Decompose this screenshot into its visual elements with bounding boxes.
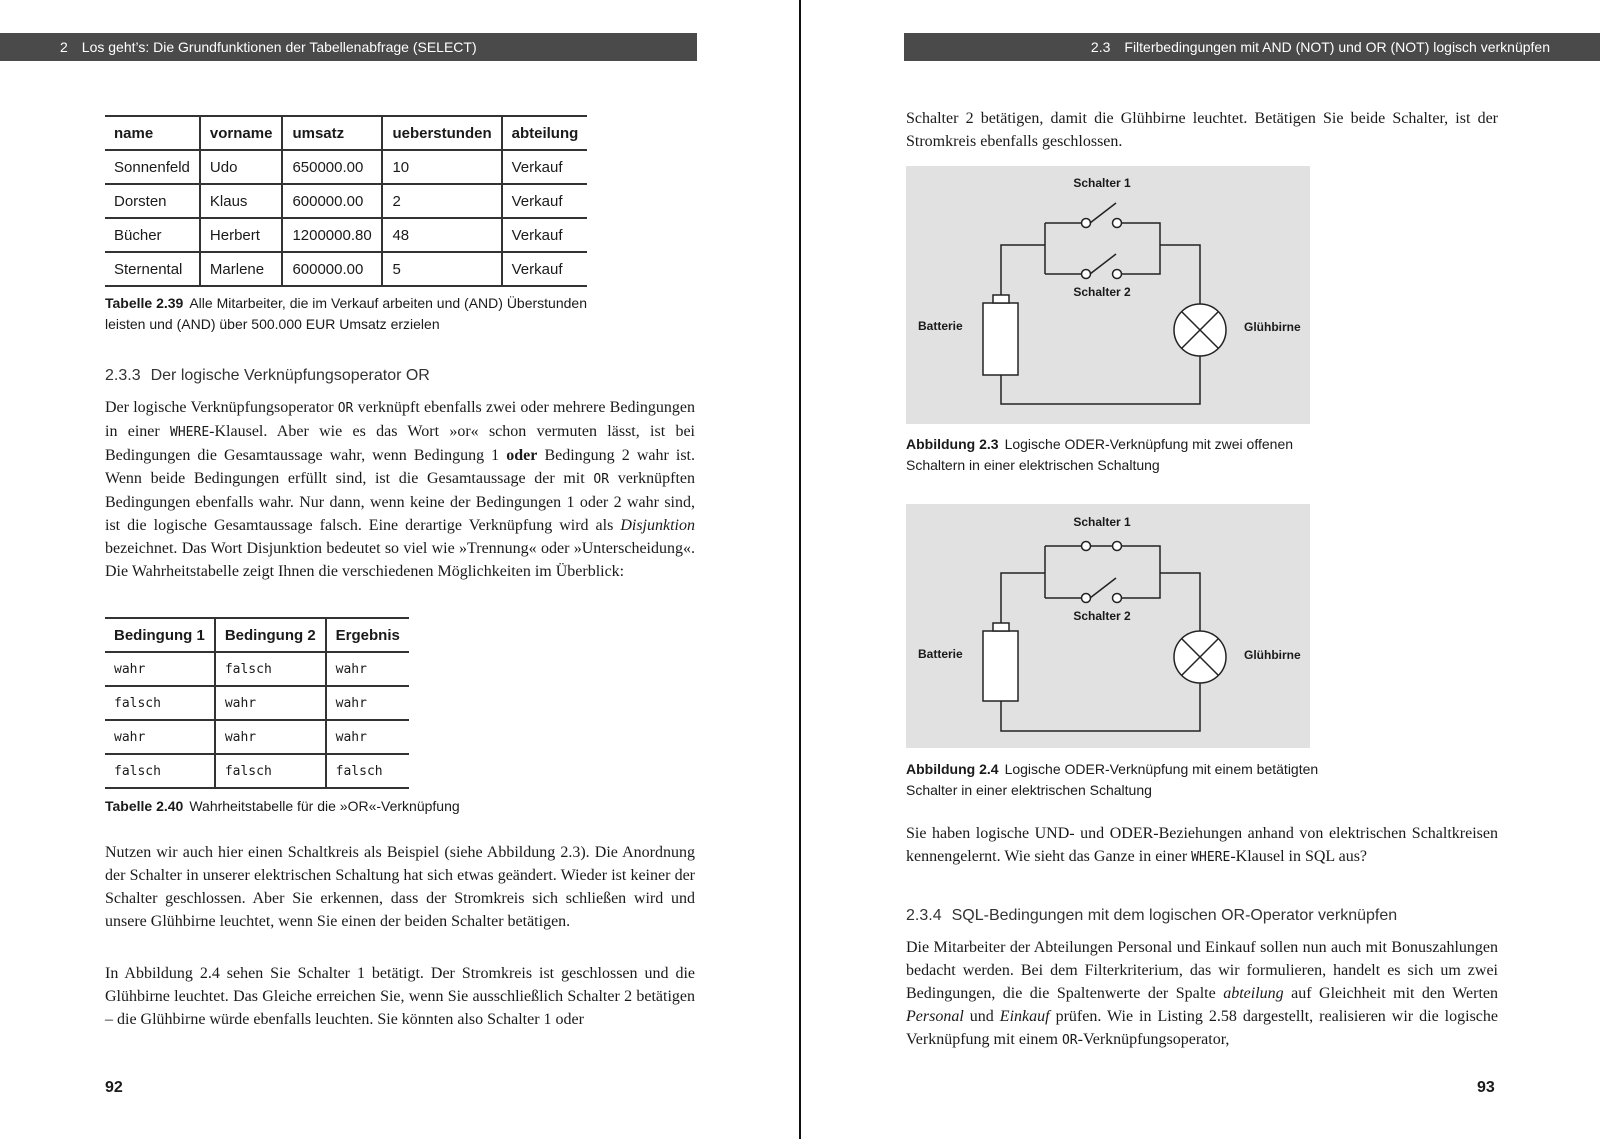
table-cell: Klaus	[200, 184, 283, 218]
table-cell: Verkauf	[502, 184, 588, 218]
battery-terminal-icon	[993, 295, 1009, 303]
table-2-39	[105, 115, 587, 287]
wire	[1001, 356, 1200, 404]
table-cell: 48	[382, 218, 501, 252]
battery-label: Batterie	[918, 647, 963, 661]
page-number-right: 93	[1477, 1079, 1495, 1096]
table-row	[105, 184, 587, 218]
switch-contact	[1082, 219, 1091, 228]
table-2-40	[105, 617, 409, 789]
text-run: -Klausel in SQL aus?	[1230, 848, 1368, 865]
inline-code: WHERE	[170, 425, 210, 440]
bulb-label: Glühbirne	[1244, 648, 1301, 662]
battery-icon	[983, 303, 1018, 375]
switch-2-lever	[1090, 578, 1116, 598]
text-run: bezeichnet. Das Wort Disjunktion bedeutet so viel wie »Trennung« oder »Unterscheidung«. Die Wahrheitstabelle zeigt Ihnen die verschiedenen Möglichkeiten im Überblick:	[105, 540, 695, 580]
table-cell: falsch	[105, 754, 215, 788]
section-title: SQL-Bedingungen mit dem logischen OR-Operator verknüpfen	[951, 907, 1398, 924]
battery-label: Batterie	[918, 319, 963, 333]
section-number: 2.3	[1090, 39, 1111, 55]
bold-text: oder	[506, 447, 538, 464]
table-row	[105, 150, 587, 184]
table-cell: Udo	[200, 150, 283, 184]
text-run: Sie haben logische UND- und ODER-Beziehungen anhand von elektrischen Schaltkreisen kennengelernt. Wie sieht das Ganze in einer	[906, 825, 1498, 865]
table-row	[105, 720, 409, 754]
table-row	[105, 218, 587, 252]
table-cell: 600000.00	[282, 184, 382, 218]
table-cell: wahr	[215, 720, 326, 754]
italic-text: Einkauf	[999, 1008, 1050, 1025]
table-cell: 1200000.80	[282, 218, 382, 252]
text-run: Der logische Verknüpfungsoperator	[105, 399, 338, 416]
table-2-39-caption	[105, 293, 625, 335]
text-run: prüfen. Wie in Listing 2.58 dargestellt, realisieren wir die logische Verknüpfung mit einem	[906, 1008, 1499, 1048]
inline-code: OR	[1061, 1033, 1078, 1048]
wire	[1001, 683, 1200, 731]
running-header-right	[904, 33, 1600, 61]
switch-2-label: Schalter 2	[1073, 609, 1131, 623]
paragraph-continuation: Schalter 2 betätigen, damit die Glühbirne leuchtet. Betätigen Sie beide Schalter, ist der Stromkreis ebenfalls geschlossen.	[906, 110, 1498, 150]
caption-label: Tabelle 2.39	[105, 295, 184, 311]
caption-text: Wahrheitstabelle für die »OR«-Verknüpfung	[189, 798, 460, 814]
wire	[1160, 573, 1200, 631]
text-run: verknüpft ebenfalls zwei oder mehrere Bedingungen in einer	[105, 399, 695, 440]
section-number: 2.3.3	[105, 367, 141, 384]
text-run: und	[963, 1008, 1000, 1025]
table-cell: Sonnenfeld	[105, 150, 200, 184]
battery-icon	[983, 631, 1018, 701]
section-title: Filterbedingungen mit AND (NOT) und OR (NOT) logisch verknüpfen	[1124, 39, 1550, 55]
column-header: umsatz	[282, 116, 382, 150]
table-row	[105, 754, 409, 788]
column-header: Ergebnis	[326, 618, 409, 652]
switch-1-label: Schalter 1	[1073, 515, 1131, 529]
table-cell: Bücher	[105, 218, 200, 252]
section-number: 2.3.4	[906, 907, 942, 924]
caption-label: Tabelle 2.40	[105, 798, 184, 814]
paragraph-or-operator	[105, 396, 695, 583]
right-page	[802, 0, 1600, 1139]
switch-2-label: Schalter 2	[1073, 285, 1131, 299]
caption-label: Abbildung 2.3	[906, 436, 999, 452]
section-title: Der logische Verknüpfungsoperator OR	[150, 367, 430, 384]
table-cell: falsch	[326, 754, 409, 788]
paragraph-sql-transition	[906, 822, 1498, 869]
switch-1-lever	[1090, 203, 1116, 223]
running-header-left	[0, 33, 697, 61]
table-cell: 600000.00	[282, 252, 382, 286]
caption-text: Logische ODER-Verknüpfung mit zwei offenen Schaltern in einer elektrischen Schaltung	[906, 436, 1294, 473]
table-cell: 5	[382, 252, 501, 286]
circuit-diagram	[906, 504, 1310, 748]
switch-contact	[1113, 270, 1122, 279]
chapter-title: Los geht’s: Die Grundfunktionen der Tabellenabfrage (SELECT)	[81, 39, 477, 55]
text-run: -Verknüpfungsoperator,	[1077, 1031, 1230, 1048]
text-run: verknüpften Bedingungen ebenfalls wahr. Nur dann, wenn keine der Bedingungen 1 oder 2 wahr sind, ist die logische Gesamtaussage falsch. Eine derartige Verknüpfung wird als	[105, 470, 696, 534]
switch-1-label: Schalter 1	[1073, 176, 1131, 190]
switch-contact	[1082, 594, 1091, 603]
column-header: Bedingung 1	[105, 618, 215, 652]
table-header-row	[105, 116, 587, 150]
table-cell: Herbert	[200, 218, 283, 252]
switch-2-lever	[1090, 254, 1116, 274]
table-cell: wahr	[326, 686, 409, 720]
table-cell: Verkauf	[502, 218, 588, 252]
text-run: -Klausel. Aber wie es das Wort »or« schon vermuten lässt, ist bei Bedingungen die Gesamtaussage wahr, wenn Bedingung 1	[105, 423, 696, 464]
inline-code: OR	[337, 401, 354, 416]
switch-contact	[1082, 542, 1091, 551]
table-cell: Dorsten	[105, 184, 200, 218]
figure-2-3-circuit	[906, 166, 1310, 424]
switch-contact	[1082, 270, 1091, 279]
table-2-40-caption	[105, 796, 665, 817]
table-cell: Verkauf	[502, 150, 588, 184]
table-header-row	[105, 618, 409, 652]
figure-2-3-caption	[906, 434, 1326, 476]
column-header: abteilung	[502, 116, 588, 150]
paragraph-circuit-intro: Nutzen wir auch hier einen Schaltkreis als Beispiel (siehe Abbildung 2.3). Die Anordnung der Schalter in unserer elektrischen Schaltung hat sich etwas geändert. Wieder ist keiner der Schalter geschlossen. Aber Sie erkennen, dass der Stromkreis sich schließen wird und unsere Glühbirne leuchtet, wenn Sie einen der beiden Schalter betätigen.	[105, 844, 695, 930]
text-run: Bedingung 2 wahr ist. Wenn beide Bedingungen erfüllt sind, ist die Gesamtaussage der mit	[105, 447, 696, 487]
table-cell: 650000.00	[282, 150, 382, 184]
column-header: vorname	[200, 116, 283, 150]
table-cell: Sternental	[105, 252, 200, 286]
table-cell: falsch	[215, 652, 326, 686]
paragraph-bonus	[906, 936, 1498, 1052]
wire	[1121, 546, 1160, 598]
section-heading-2-3-3	[105, 367, 430, 385]
table-cell: Marlene	[200, 252, 283, 286]
italic-text: Disjunktion	[620, 517, 695, 534]
battery-terminal-icon	[993, 623, 1009, 631]
text-run: auf Gleichheit mit den Werten	[1283, 985, 1499, 1002]
switch-contact	[1113, 219, 1122, 228]
wire	[1121, 223, 1160, 274]
column-header: ueberstunden	[382, 116, 501, 150]
column-header: Bedingung 2	[215, 618, 326, 652]
table-cell: falsch	[215, 754, 326, 788]
table-row	[105, 652, 409, 686]
table-cell: 2	[382, 184, 501, 218]
inline-code: OR	[593, 472, 610, 487]
column-header: name	[105, 116, 200, 150]
table-cell: wahr	[326, 652, 409, 686]
table-cell: wahr	[326, 720, 409, 754]
bulb-label: Glühbirne	[1244, 320, 1301, 334]
table-row	[105, 686, 409, 720]
table-cell: wahr	[215, 686, 326, 720]
page-number-left: 92	[105, 1079, 123, 1096]
caption-text: Logische ODER-Verknüpfung mit einem betätigten Schalter in einer elektrischen Schaltung	[906, 761, 1319, 798]
paragraph-switch-1: In Abbildung 2.4 sehen Sie Schalter 1 betätigt. Der Stromkreis ist geschlossen und die Glühbirne leuchtet. Das Gleiche erreichen Sie, wenn Sie ausschließlich Schalter 2 betätigen – die Glühbirne würde ebenfalls leuchten. Sie könnten also Schalter 1 oder	[105, 965, 695, 1028]
switch-contact	[1113, 594, 1122, 603]
table-cell: falsch	[105, 686, 215, 720]
table-cell: wahr	[105, 652, 215, 686]
page-gutter	[799, 0, 801, 1139]
section-heading-2-3-4	[906, 907, 1397, 925]
chapter-number: 2	[60, 39, 68, 55]
circuit-diagram	[906, 166, 1310, 424]
wire	[1001, 573, 1045, 629]
caption-text: Alle Mitarbeiter, die im Verkauf arbeiten und (AND) Überstunden leisten und (AND) über 500.000 EUR Umsatz erzielen	[105, 295, 587, 332]
table-cell: wahr	[105, 720, 215, 754]
switch-contact	[1113, 542, 1122, 551]
figure-2-4-circuit	[906, 504, 1310, 748]
italic-text: abteilung	[1223, 985, 1284, 1002]
inline-code: WHERE	[1191, 850, 1231, 865]
wire	[1160, 245, 1200, 304]
wire	[1001, 245, 1045, 301]
table-cell: Verkauf	[502, 252, 588, 286]
table-cell: 10	[382, 150, 501, 184]
text-run: Die Mitarbeiter der Abteilungen Personal und Einkauf sollen nun auch mit Bonuszahlungen bedacht werden. Bei dem Filterkriterium, das wir formulieren, handelt es sich um zwei Bedingungen, die die Spaltenwerte der Spalte	[906, 939, 1498, 1002]
figure-2-4-caption	[906, 759, 1356, 801]
table-row	[105, 252, 587, 286]
caption-label: Abbildung 2.4	[906, 761, 999, 777]
italic-text: Personal	[906, 1008, 964, 1025]
